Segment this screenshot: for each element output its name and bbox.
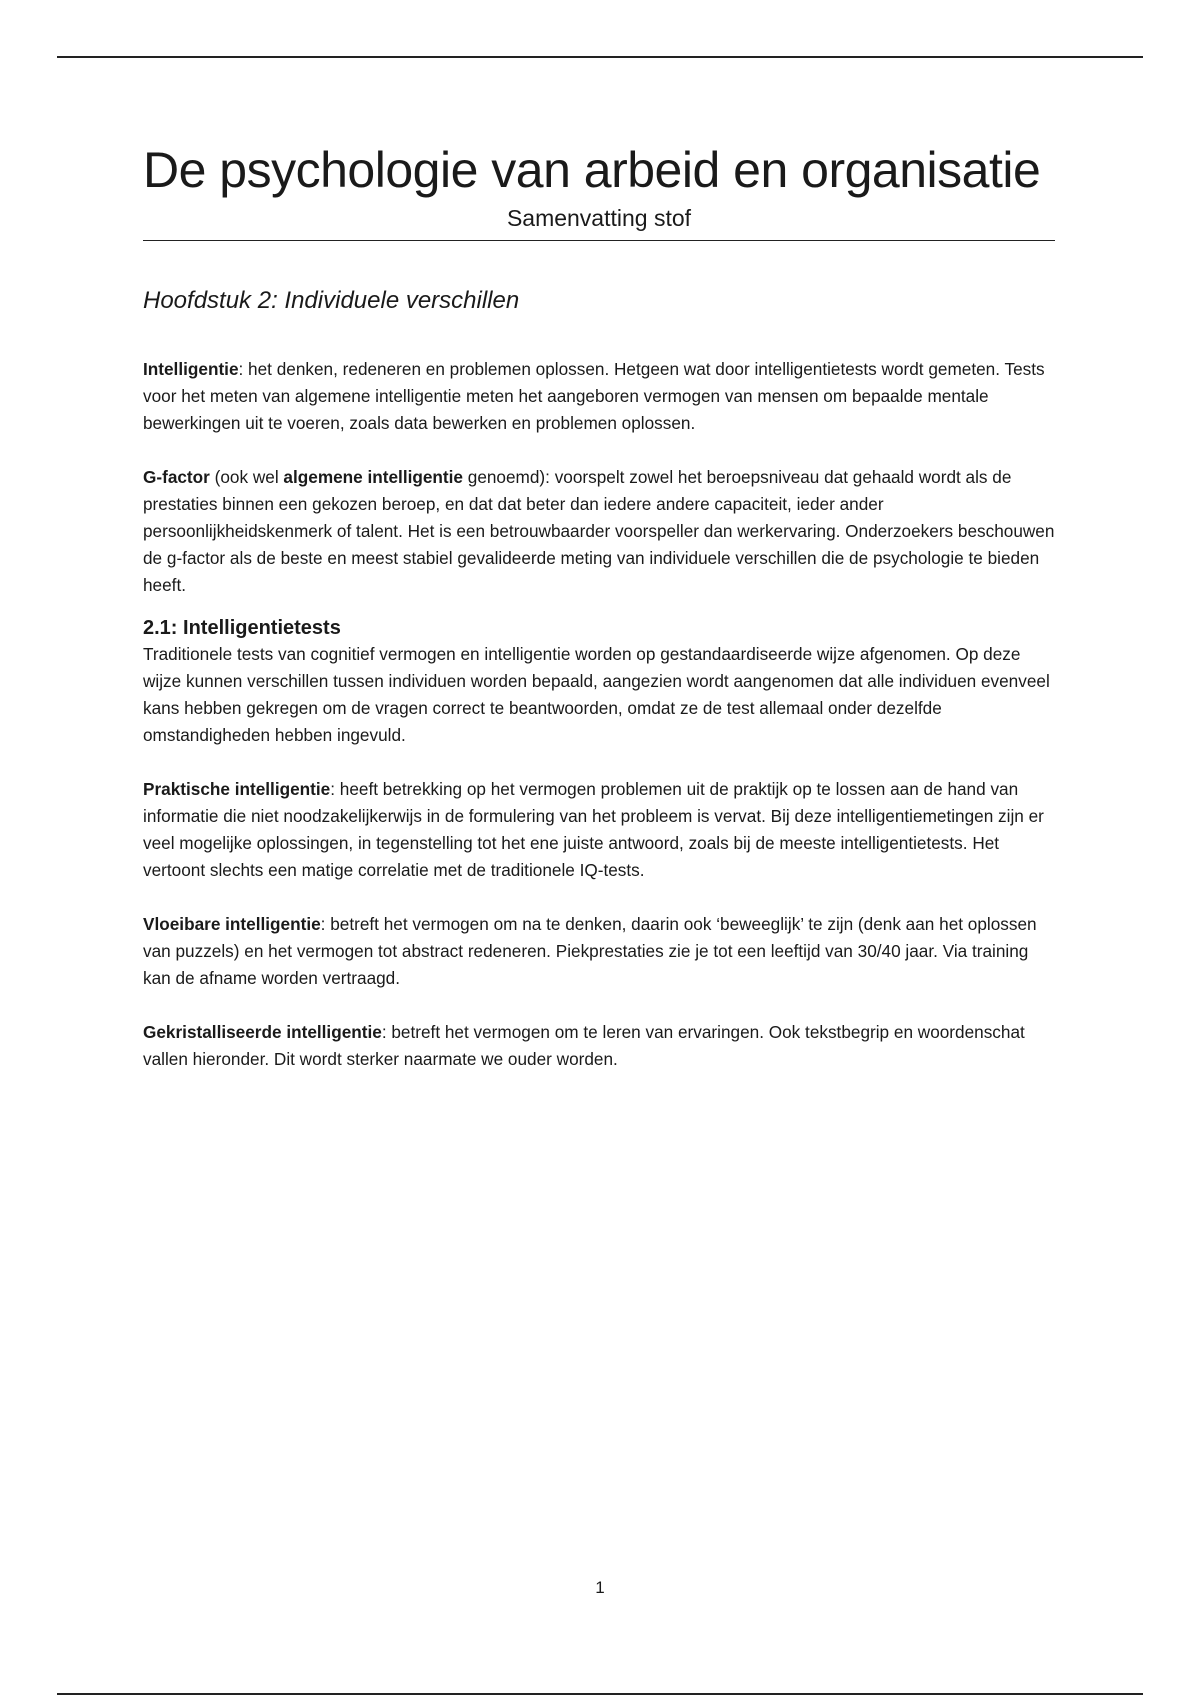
chapter-heading: Hoofdstuk 2: Individuele verschillen — [143, 286, 520, 314]
paragraph-intelligentie — [143, 356, 1055, 437]
page-bottom-rule — [57, 1693, 1143, 1695]
term-praktische-intelligentie: Praktische intelligentie — [143, 779, 331, 800]
definition-intelligentie: : het denken, redeneren en problemen oplossen. Hetgeen wat door intelligentietests wordt gemeten. Tests voor het meten van algemene intelligentie meten het aangeboren vermogen van mensen om bepaalde mentale bewerkingen uit te voeren, zoals data bewerken en problemen oplossen. — [143, 359, 1045, 434]
section-heading: 2.1: Intelligentietests — [143, 617, 341, 640]
document-subtitle: Samenvatting stof — [506, 205, 692, 231]
paragraph-gekristalliseerde-intelligentie — [143, 1019, 1055, 1073]
definition-praktische-intelligentie: : heeft betrekking op het vermogen problemen uit de praktijk op te lossen aan de hand van informatie die niet noodzakelijkerwijs in de formulering van het probleem is vervat. Bij deze intelligentiemetingen zijn er veel mogelijke oplossingen, in tegenstelling tot het ene juiste antwoord, zoals bij de meeste intelligentietests. Het vertoont slechts een matige correlatie met de traditionele IQ-tests. — [143, 779, 1044, 881]
page-number: 1 — [595, 1578, 605, 1597]
paragraph-intelligentietests: Traditionele tests van cognitief vermogen en intelligentie worden op gestandaardiseerde wijze afgenomen. Op deze wijze kunnen verschillen tussen individuen worden bepaald, aangezien wordt aangenomen dat alle individuen evenveel kans hebben gekregen om de vragen correct te beantwoorden, omdat ze de test allemaal onder dezelfde omstandigheden hebben ingevuld. — [143, 644, 1050, 746]
paragraph-g-factor — [143, 464, 1055, 599]
term-algemene-intelligentie: algemene intelligentie — [283, 467, 463, 488]
term-vloeibare-intelligentie: Vloeibare intelligentie — [143, 914, 321, 935]
paragraph-praktische-intelligentie — [143, 776, 1055, 884]
term-intelligentie: Intelligentie — [143, 359, 239, 380]
document-title: De psychologie van arbeid en organisatie — [143, 142, 1041, 198]
title-divider — [143, 240, 1055, 241]
definition-g-factor: genoemd): voorspelt zowel het beroepsniveau dat gehaald wordt als de prestaties binnen een gekozen beroep, en dat dat beter dan iedere andere capaciteit, ieder ander persoonlijkheidskenmerk of talent. Het is een betrouwbaarder voorspeller dan werkervaring. Onderzoekers beschouwen de g-factor als de beste en meest stabiel gevalideerde meting van individuele verschillen die de psychologie te bieden heeft. — [143, 467, 1055, 596]
page-content — [143, 140, 1055, 1073]
g-factor-text-before: (ook wel — [209, 467, 284, 488]
definition-gekristalliseerde-intelligentie: : betreft het vermogen om te leren van ervaringen. Ook tekstbegrip en woordenschat vallen hieronder. Dit wordt sterker naarmate we ouder worden. — [143, 1022, 1025, 1070]
page-top-rule — [57, 56, 1143, 58]
paragraph-vloeibare-intelligentie — [143, 911, 1055, 992]
definition-vloeibare-intelligentie: : betreft het vermogen om na te denken, daarin ook ‘beweeglijk’ te zijn (denk aan het oplossen van puzzels) en het vermogen tot abstract redeneren. Piekprestaties zie je tot een leeftijd van 30/40 jaar. Via training kan de afname worden vertraagd. — [143, 914, 1037, 989]
term-g-factor: G-factor — [143, 467, 210, 488]
term-gekristalliseerde-intelligentie: Gekristalliseerde intelligentie — [143, 1022, 382, 1043]
